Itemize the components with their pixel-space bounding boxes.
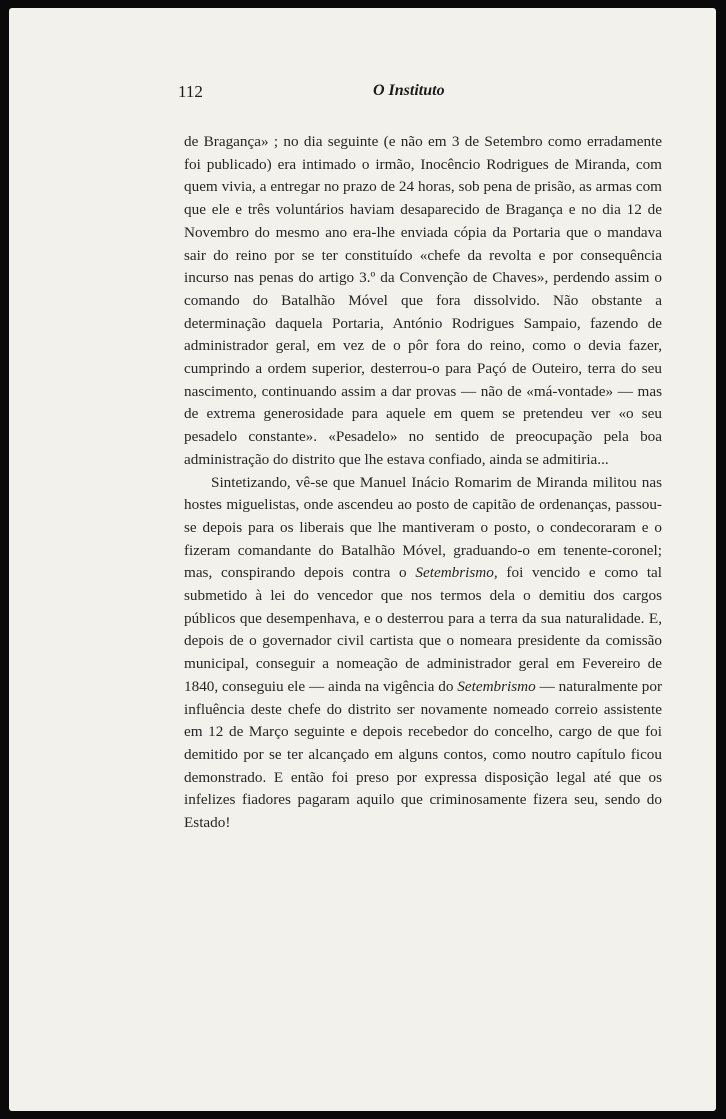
page-header bbox=[9, 82, 716, 104]
book-page bbox=[9, 8, 716, 1111]
paragraph-2 bbox=[184, 472, 662, 835]
paragraph-2-text-c: — naturalmente por influência deste chefe do distrito ser novamente nomeado correio assistente em 12 de Março seguinte e depois recebedor do concelho, cargo de que foi demitido por se ter alcançado em alguns contos, como noutro capítulo ficou demonstrado. E então foi preso por expressa disposição legal até que os infelizes fiadores pagaram aquilo que criminosamente fizera seu, sendo do Estado! bbox=[184, 677, 662, 832]
setembrismo-term-1: Setembrismo bbox=[415, 564, 494, 582]
paragraph-2-text-a: Sintetizando, vê-se que Manuel Inácio Romarim de Miranda militou nas hostes miguelistas, onde ascendeu ao posto de capitão de ordenanças, passou-se depois para os liberais que lhe mantiveram o posto, o condecoraram e o fizeram comandante do Batalhão Móvel, graduando-o em tenente-coronel; mas, conspirando depois contra o bbox=[184, 473, 662, 582]
page-number: 112 bbox=[178, 82, 203, 101]
paragraph-2-text-b: , foi vencido e como tal submetido à lei do vencedor que nos termos dela o demitiu dos cargos públicos que desempenhava, e o desterrou para a terra da sua naturalidade. E, depois de o governador civil cartista que o nomeara presidente da comissão municipal, conseguir a nomeação de administrador geral em Fevereiro de 1840, conseguiu ele — ainda na vigência do bbox=[184, 564, 662, 695]
setembrismo-term-2: Setembrismo bbox=[457, 677, 536, 695]
body-text bbox=[184, 131, 662, 835]
paragraph-1: de Bragança» ; no dia seguinte (e não em 3 de Setembro como erradamente foi publicado) era intimado o irmão, Inocêncio Rodrigues de Miranda, com quem vivia, a entregar no prazo de 24 horas, sob pena de prisão, as armas com que ele e três voluntários haviam desaparecido de Bragança e no dia 12 de Novembro do mesmo ano era-lhe enviada cópia da Portaria que o mandava sair do reino por se ter constituído «chefe da revolta e por consequência incurso nas penas do artigo 3.º da Convenção de Chaves», perdendo assim o comando do Batalhão Móvel que fora dissolvido. Não obstante a determinação daquela Portaria, António Rodrigues Sampaio, fazendo de administrador geral, em vez de o pôr fora do reino, como o devia fazer, cumprindo a ordem superior, desterrou-o para Paçó de Outeiro, terra do seu nascimento, continuando assim a dar provas — não de «má-vontade» — mas de extrema generosidade para aquele em quem se pretendeu ver «o seu pesadelo constante». «Pesadelo» no sentido de preocupação pela boa administração do distrito que lhe estava confiado, ainda se admitiria... bbox=[184, 133, 662, 468]
running-title: O Instituto bbox=[373, 82, 445, 99]
